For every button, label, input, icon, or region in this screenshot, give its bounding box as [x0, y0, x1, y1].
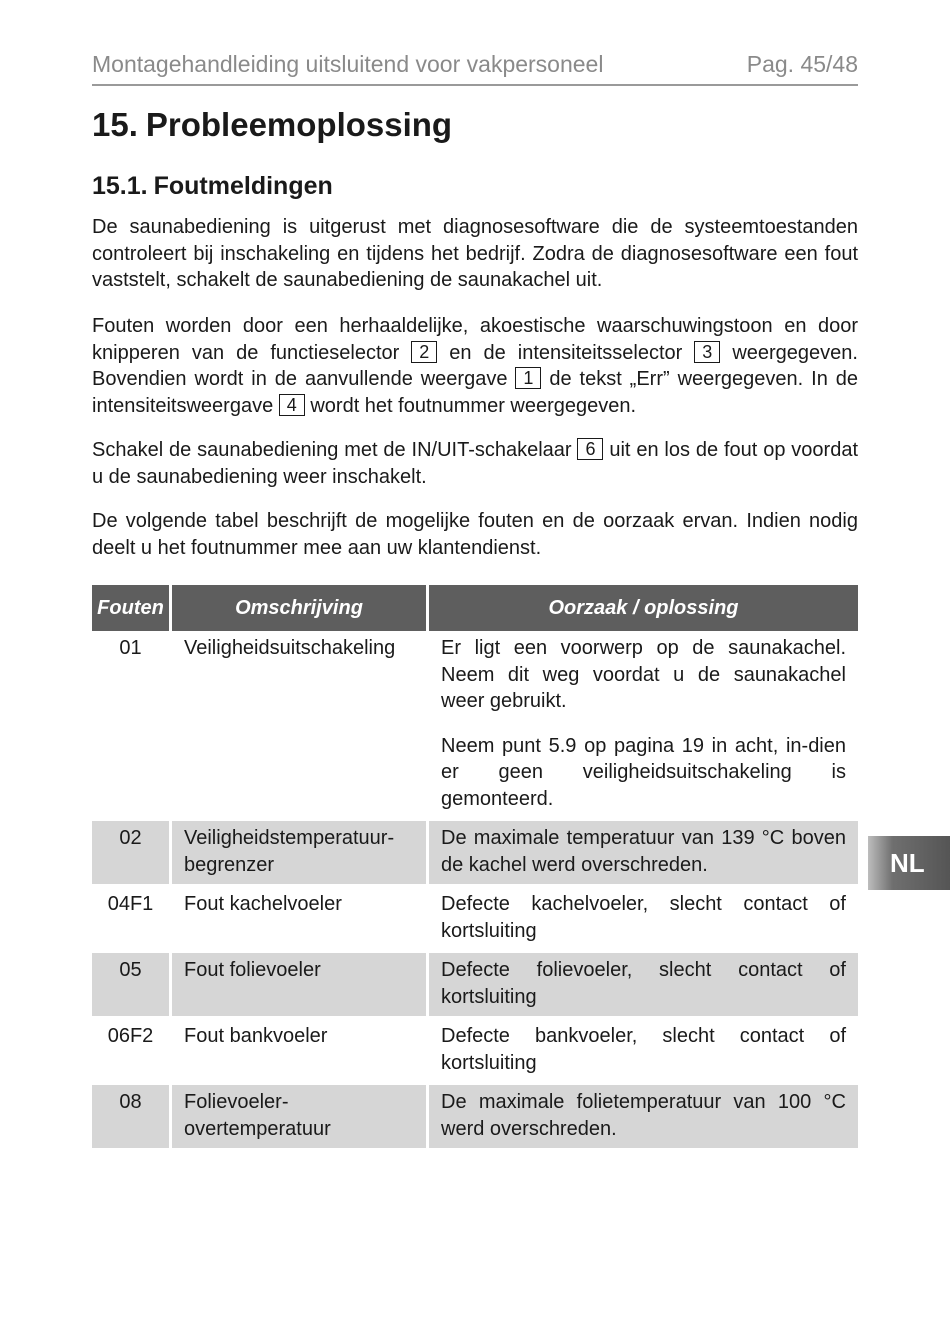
additional-display-ref: 1 [515, 367, 541, 389]
language-tab [868, 836, 950, 890]
on-off-switch-ref: 6 [577, 438, 603, 460]
error-description: Fout kachelvoeler [171, 886, 428, 952]
function-selector-ref: 2 [411, 341, 437, 363]
page-header [92, 48, 858, 86]
error-description: Fout folievoeler [171, 952, 428, 1018]
error-cause: Defecte kachelvoeler, slecht contact of kortsluiting [428, 886, 859, 952]
error-code: 01 [92, 631, 171, 820]
table-row [92, 952, 858, 1018]
table-row [92, 631, 858, 820]
error-indication-paragraph [92, 313, 858, 419]
table-row [92, 820, 858, 886]
intensity-selector-ref: 3 [694, 341, 720, 363]
column-header-cause: Oorzaak / oplossing [428, 585, 859, 631]
error-cause: De maximale temperatuur van 139 °C boven de kachel werd overschreden. [428, 820, 859, 886]
table-row [92, 1018, 858, 1084]
table-header-row [92, 585, 858, 631]
cause-text: Er ligt een voorwerp op de saunakachel. Neem dit weg voordat u de saunakachel weer gebruikt. [441, 637, 846, 712]
intensity-display-ref: 4 [279, 394, 305, 416]
cause-note: Neem punt 5.9 op pagina 19 in acht, in-dien er geen veiligheidsuitschakeling is gemonteerd. [441, 734, 846, 810]
text-segment: wordt het foutnummer weergegeven. [310, 394, 637, 417]
text-segment: Fouten worden door een herhaaldelijke, akoestische waarschuwingstoon en door knipperen van de functieselector [92, 315, 858, 364]
error-cause: De maximale folietemperatuur van 100 °C werd overschreden. [428, 1084, 859, 1149]
error-cause [428, 631, 859, 820]
text-segment: de tekst „Err” weergegeven. In de intensiteitsweergave [92, 368, 859, 417]
subsection-heading [92, 172, 333, 201]
error-description: Veiligheidsuitschakeling [171, 631, 428, 820]
table-intro-paragraph: De volgende tabel beschrijft de mogelijke fouten en de oorzaak ervan. Indien nodig deelt u het foutnummer mee aan uw klantendienst. [92, 510, 858, 559]
table-row [92, 886, 858, 952]
error-description: Folievoeler-overtemperatuur [171, 1084, 428, 1149]
error-cause: Defecte bankvoeler, slecht contact of kortsluiting [428, 1018, 859, 1084]
error-description: Fout bankvoeler [171, 1018, 428, 1084]
header-title: Montagehandleiding uitsluitend voor vakpersoneel [92, 51, 604, 77]
switch-off-paragraph [92, 437, 858, 490]
section-title: Probleemoplossing [145, 106, 453, 143]
text-segment: Schakel de saunabediening met de IN/UIT-schakelaar [92, 439, 572, 461]
column-header-description: Omschrijving [171, 585, 428, 631]
subsection-number: 15.1. [92, 172, 148, 200]
error-code: 02 [92, 820, 171, 886]
text-segment: en de intensiteitsselector [449, 341, 683, 364]
section-number: 15. [92, 106, 138, 143]
subsection-title: Foutmeldingen [153, 172, 333, 200]
error-code: 06F2 [92, 1018, 171, 1084]
section-heading [92, 106, 452, 144]
language-tab-label: NL [890, 848, 925, 878]
error-table [92, 585, 858, 1148]
error-code: 05 [92, 952, 171, 1018]
text-segment: weergegeven. Bovendien wordt in de aanvullende weergave [92, 341, 858, 390]
error-cause: Defecte folievoeler, slecht contact of kortsluiting [428, 952, 859, 1018]
intro-paragraph: De saunabediening is uitgerust met diagnosesoftware die de systeemtoestanden controleert bij inschakeling en tijdens het bedrijf. Zodra de diagnosesoftware een fout vaststelt, schakelt de saunabediening de saunakachel uit. [92, 216, 858, 291]
table-row [92, 1084, 858, 1149]
error-description: Veiligheidstemperatuur-begrenzer [171, 820, 428, 886]
column-header-code: Fouten [92, 585, 171, 631]
error-code: 04F1 [92, 886, 171, 952]
error-code: 08 [92, 1084, 171, 1149]
text-segment: uit en los de fout op voordat u de saunabediening weer inschakelt. [92, 439, 859, 488]
page-number: Pag. 45/48 [746, 51, 858, 77]
